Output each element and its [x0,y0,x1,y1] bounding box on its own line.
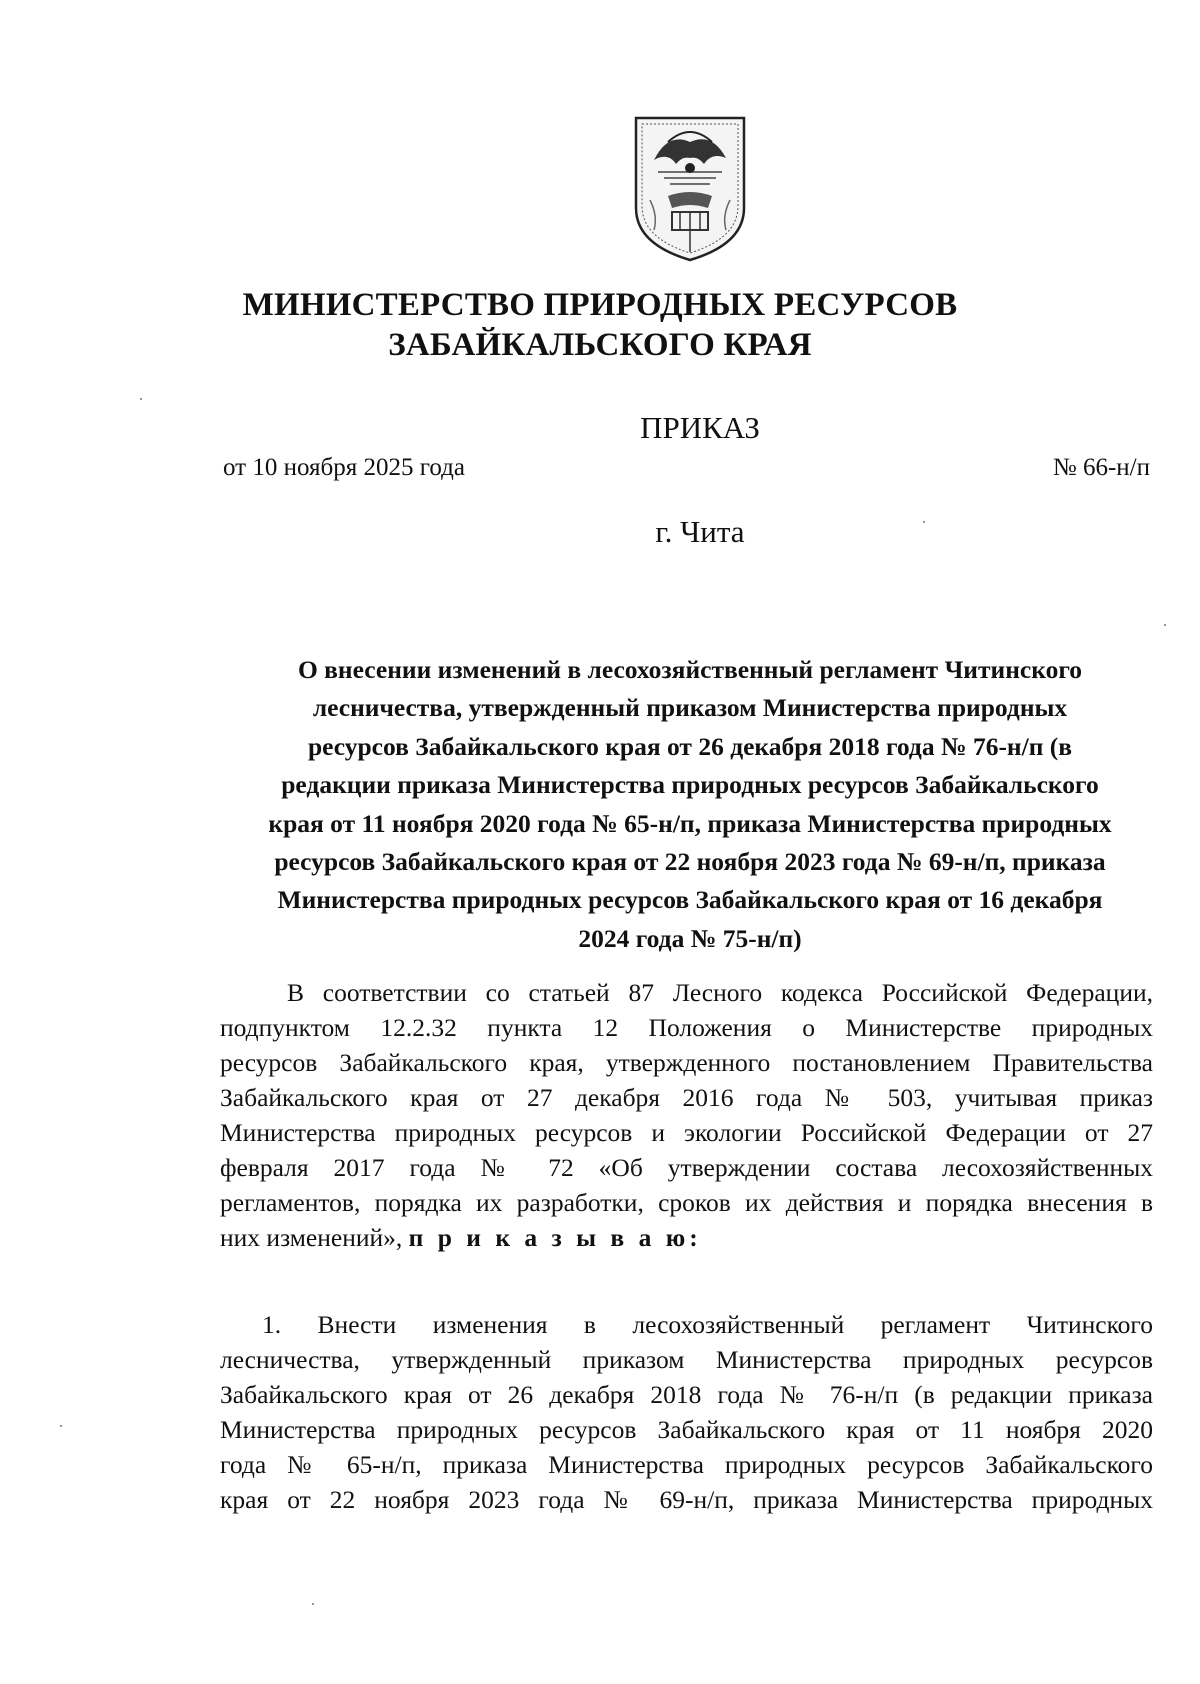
document-date: от 10 ноября 2025 года [223,454,465,481]
subject-line: 2024 года № 75-н/п) [578,923,802,953]
paragraph-line: регламентов, порядка их разработки, сроков их действия и порядка внесения в [220,1188,1153,1217]
ministry-name [200,285,1000,365]
paragraph-line: лесничества, утвержденный приказом Министерства природных ресурсов [220,1345,1153,1374]
paragraph-line: Забайкальского края от 27 декабря 2016 года № 503, учитывая приказ [220,1083,1153,1112]
document-number: № 66-н/п [1052,454,1150,481]
document-city: г. Чита [655,514,745,549]
paragraph-line: февраля 2017 года № 72 «Об утверждении состава лесохозяйственных [220,1153,1153,1182]
ministry-name-line2: ЗАБАЙКАЛЬСКОГО КРАЯ [388,327,812,363]
subject-line: лесничества, утвержденный приказом Министерства природных [312,693,1068,723]
paragraph-line: 1. Внести изменения в лесохозяйственный регламент Читинского [262,1310,1153,1339]
point-1-paragraph [220,1307,1153,1517]
paragraph-line-start: них изменений», [220,1223,409,1252]
scan-speck [140,398,142,400]
subject-line: края от 11 ноября 2020 года № 65-н/п, приказа Министерства природных [268,808,1112,838]
paragraph-line: края от 22 ноября 2023 года № 69-н/п, приказа Министерства природных [220,1485,1153,1514]
document-type: ПРИКАЗ [640,410,760,445]
paragraph-line: Министерства природных ресурсов Забайкальского края от 11 ноября 2020 [220,1415,1153,1444]
scan-speck [312,1603,314,1605]
subject-line: ресурсов Забайкальского края от 26 декабря 2018 года № 76-н/п (в [307,731,1073,761]
preamble-paragraph [220,975,1153,1255]
subject-line: Министерства природных ресурсов Забайкальского края от 16 декабря [277,885,1103,915]
paragraph-line: ресурсов Забайкальского края, утвержденного постановлением Правительства [220,1048,1153,1077]
document-subject [220,651,1160,958]
paragraph-line: года № 65-н/п, приказа Министерства природных ресурсов Забайкальского [220,1450,1153,1479]
paragraph-line: подпунктом 12.2.32 пункта 12 Положения о Министерстве природных [220,1013,1153,1042]
paragraph-line [220,1220,1153,1255]
paragraph-line: Министерства природных ресурсов и экологии Российской Федерации от 27 [220,1118,1153,1147]
scan-speck [1164,624,1166,626]
paragraph-line: Забайкальского края от 26 декабря 2018 года № 76-н/п (в редакции приказа [220,1380,1153,1409]
subject-line: редакции приказа Министерства природных ресурсов Забайкальского [281,770,1099,800]
ministry-name-line1: МИНИСТЕРСТВО ПРИРОДНЫХ РЕСУРСОВ [242,287,958,323]
order-keyword: п р и к а з ы в а ю: [408,1223,702,1252]
scan-speck [923,521,925,523]
subject-line: ресурсов Забайкальского края от 22 ноября 2023 года № 69-н/п, приказа [274,847,1106,877]
subject-line: О внесении изменений в лесохозяйственный регламент Читинского [297,655,1083,684]
coat-of-arms-icon [628,112,752,264]
paragraph-line: В соответствии со статьей 87 Лесного кодекса Российской Федерации, [287,978,1153,1007]
scan-speck [60,1425,62,1427]
